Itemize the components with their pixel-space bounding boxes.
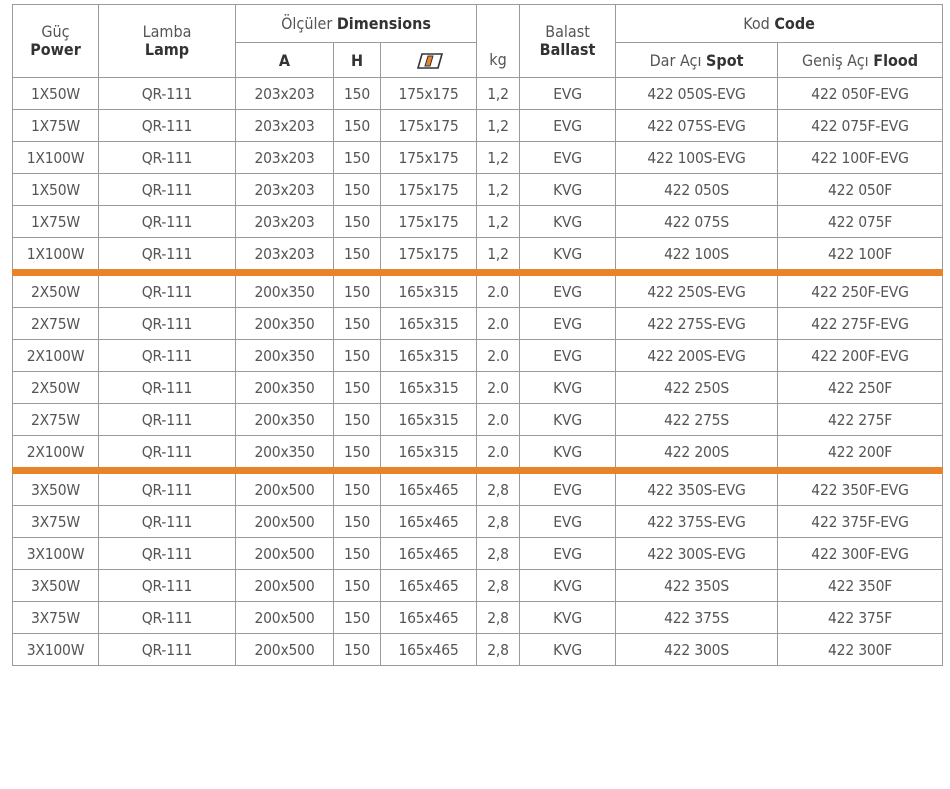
- kg-cell: 2.0: [477, 308, 520, 340]
- lamp-cell: QR-111: [99, 506, 236, 538]
- h-cell: 150: [334, 308, 381, 340]
- ballast-cell: EVG: [520, 471, 616, 506]
- kg-cell: 1,2: [477, 174, 520, 206]
- spot-code-cell: 422 050S: [616, 174, 778, 206]
- flood-code-cell: 422 300F-EVG: [778, 538, 943, 570]
- kg-cell: 2,8: [477, 506, 520, 538]
- spot-code-cell: 422 100S: [616, 238, 778, 273]
- table-row: [13, 110, 943, 142]
- spot-header-en: Spot: [706, 50, 744, 70]
- power-header-en: Power: [30, 40, 81, 59]
- spot-header-tr: Dar Açı: [649, 50, 702, 70]
- a-cell: 203x203: [236, 142, 334, 174]
- cutout-cell: 175x175: [381, 238, 477, 273]
- lamp-cell: QR-111: [99, 634, 236, 666]
- table-row: [13, 634, 943, 666]
- flood-code-cell: 422 075F-EVG: [778, 110, 943, 142]
- flood-code-cell: 422 375F: [778, 602, 943, 634]
- table-row: [13, 404, 943, 436]
- flood-code-cell: 422 275F: [778, 404, 943, 436]
- dimensions-header-tr: Ölçüler: [281, 14, 333, 33]
- power-cell: 2X100W: [13, 340, 99, 372]
- kg-cell: 1,2: [477, 206, 520, 238]
- cutout-cell: 165x465: [381, 506, 477, 538]
- spot-code-cell: 422 100S-EVG: [616, 142, 778, 174]
- spot-code-cell: 422 375S: [616, 602, 778, 634]
- lamp-cell: QR-111: [99, 372, 236, 404]
- a-cell: 200x500: [236, 570, 334, 602]
- cutout-cell: 165x465: [381, 471, 477, 506]
- kg-cell: 2,8: [477, 634, 520, 666]
- a-cell: 200x500: [236, 506, 334, 538]
- kg-cell: 1,2: [477, 142, 520, 174]
- cutout-cell: 165x465: [381, 634, 477, 666]
- a-cell: 200x350: [236, 340, 334, 372]
- a-cell: 203x203: [236, 206, 334, 238]
- table-row: [13, 570, 943, 602]
- power-cell: 1X75W: [13, 110, 99, 142]
- power-cell: 3X50W: [13, 570, 99, 602]
- ballast-cell: EVG: [520, 142, 616, 174]
- ballast-cell: KVG: [520, 436, 616, 471]
- spot-code-cell: 422 275S-EVG: [616, 308, 778, 340]
- h-cell: 150: [334, 238, 381, 273]
- cutout-cell: 165x315: [381, 340, 477, 372]
- table-row: [13, 273, 943, 308]
- lamp-cell: QR-111: [99, 142, 236, 174]
- lamp-cell: QR-111: [99, 174, 236, 206]
- flood-code-cell: 422 200F-EVG: [778, 340, 943, 372]
- kg-cell: 2.0: [477, 404, 520, 436]
- kg-cell: 2,8: [477, 471, 520, 506]
- spot-code-cell: 422 250S: [616, 372, 778, 404]
- spot-code-cell: 422 350S: [616, 570, 778, 602]
- a-cell: 200x500: [236, 471, 334, 506]
- spot-code-cell: 422 075S-EVG: [616, 110, 778, 142]
- kg-cell: 2,8: [477, 570, 520, 602]
- spot-code-cell: 422 050S-EVG: [616, 78, 778, 110]
- power-cell: 2X50W: [13, 372, 99, 404]
- kg-cell: 1,2: [477, 78, 520, 110]
- power-cell: 3X75W: [13, 602, 99, 634]
- a-cell: 203x203: [236, 110, 334, 142]
- power-cell: 1X100W: [13, 142, 99, 174]
- lamp-cell: QR-111: [99, 206, 236, 238]
- a-cell: 203x203: [236, 78, 334, 110]
- ballast-cell: KVG: [520, 404, 616, 436]
- cutout-icon: [412, 52, 446, 70]
- cutout-cell: 165x465: [381, 538, 477, 570]
- cutout-cell: 165x315: [381, 436, 477, 471]
- a-cell: 200x500: [236, 634, 334, 666]
- h-cell: 150: [334, 174, 381, 206]
- table-row: [13, 372, 943, 404]
- h-header: H: [334, 43, 381, 78]
- a-cell: 200x350: [236, 273, 334, 308]
- spot-code-cell: 422 300S: [616, 634, 778, 666]
- cutout-cell: 175x175: [381, 78, 477, 110]
- power-cell: 2X100W: [13, 436, 99, 471]
- table-row: [13, 340, 943, 372]
- a-cell: 200x350: [236, 436, 334, 471]
- ballast-cell: KVG: [520, 602, 616, 634]
- power-cell: 3X100W: [13, 634, 99, 666]
- table-row: [13, 174, 943, 206]
- spot-code-cell: 422 375S-EVG: [616, 506, 778, 538]
- kg-cell: 2,8: [477, 538, 520, 570]
- ballast-cell: EVG: [520, 340, 616, 372]
- spot-code-cell: 422 250S-EVG: [616, 273, 778, 308]
- h-cell: 150: [334, 206, 381, 238]
- ballast-cell: KVG: [520, 238, 616, 273]
- kg-cell: 2.0: [477, 340, 520, 372]
- table-row: [13, 602, 943, 634]
- spot-code-cell: 422 350S-EVG: [616, 471, 778, 506]
- lamp-cell: QR-111: [99, 404, 236, 436]
- power-cell: 2X75W: [13, 308, 99, 340]
- kg-cell: 2.0: [477, 436, 520, 471]
- spec-table-body: [13, 78, 943, 666]
- a-cell: 203x203: [236, 238, 334, 273]
- lamp-cell: QR-111: [99, 471, 236, 506]
- cutout-cell: 175x175: [381, 110, 477, 142]
- h-cell: 150: [334, 78, 381, 110]
- cutout-cell: 165x315: [381, 372, 477, 404]
- power-cell: 1X75W: [13, 206, 99, 238]
- lamp-cell: QR-111: [99, 238, 236, 273]
- power-cell: 1X50W: [13, 78, 99, 110]
- lamp-cell: QR-111: [99, 602, 236, 634]
- flood-code-cell: 422 350F-EVG: [778, 471, 943, 506]
- ballast-cell: KVG: [520, 174, 616, 206]
- table-row: [13, 206, 943, 238]
- spot-code-cell: 422 200S: [616, 436, 778, 471]
- ballast-cell: EVG: [520, 506, 616, 538]
- h-cell: 150: [334, 538, 381, 570]
- power-cell: 1X100W: [13, 238, 99, 273]
- dimensions-header-en: Dimensions: [336, 14, 431, 33]
- h-cell: 150: [334, 142, 381, 174]
- ballast-cell: EVG: [520, 110, 616, 142]
- cutout-cell: 165x465: [381, 602, 477, 634]
- power-cell: 3X75W: [13, 506, 99, 538]
- lamp-cell: QR-111: [99, 78, 236, 110]
- h-cell: 150: [334, 506, 381, 538]
- ballast-cell: EVG: [520, 308, 616, 340]
- flood-code-cell: 422 300F: [778, 634, 943, 666]
- lamp-cell: QR-111: [99, 570, 236, 602]
- table-row: [13, 506, 943, 538]
- cutout-cell: 165x465: [381, 570, 477, 602]
- ballast-cell: EVG: [520, 273, 616, 308]
- lamp-header: [99, 5, 236, 78]
- cutout-cell: 175x175: [381, 142, 477, 174]
- cutout-cell: 175x175: [381, 174, 477, 206]
- table-row: [13, 538, 943, 570]
- lamp-cell: QR-111: [99, 340, 236, 372]
- spot-code-cell: 422 300S-EVG: [616, 538, 778, 570]
- a-cell: 200x350: [236, 308, 334, 340]
- flood-code-cell: 422 250F-EVG: [778, 273, 943, 308]
- table-row: [13, 142, 943, 174]
- flood-header-en: Flood: [873, 50, 919, 70]
- dimensions-header: [236, 5, 477, 43]
- ballast-header-tr: Balast: [545, 22, 590, 41]
- flood-code-cell: 422 200F: [778, 436, 943, 471]
- h-cell: 150: [334, 602, 381, 634]
- ballast-cell: KVG: [520, 570, 616, 602]
- spot-code-cell: 422 275S: [616, 404, 778, 436]
- kg-header: kg: [477, 5, 520, 78]
- flood-code-cell: 422 050F-EVG: [778, 78, 943, 110]
- h-cell: 150: [334, 471, 381, 506]
- flood-header-tr: Geniş Açı: [801, 50, 869, 70]
- table-row: [13, 308, 943, 340]
- a-cell: 200x350: [236, 404, 334, 436]
- cutout-header: [381, 43, 477, 78]
- a-header: A: [236, 43, 334, 78]
- ballast-cell: EVG: [520, 538, 616, 570]
- table-row: [13, 78, 943, 110]
- ballast-header: [520, 5, 616, 78]
- lamp-cell: QR-111: [99, 436, 236, 471]
- flood-code-cell: 422 100F-EVG: [778, 142, 943, 174]
- h-cell: 150: [334, 273, 381, 308]
- lamp-header-tr: Lamba: [142, 22, 192, 41]
- cutout-cell: 165x315: [381, 273, 477, 308]
- lamp-cell: QR-111: [99, 308, 236, 340]
- lamp-cell: QR-111: [99, 538, 236, 570]
- cutout-cell: 175x175: [381, 206, 477, 238]
- table-row: [13, 436, 943, 471]
- code-header-tr: Kod: [743, 14, 770, 33]
- flood-code-cell: 422 275F-EVG: [778, 308, 943, 340]
- power-cell: 2X50W: [13, 273, 99, 308]
- spot-code-cell: 422 200S-EVG: [616, 340, 778, 372]
- power-cell: 3X50W: [13, 471, 99, 506]
- flood-code-cell: 422 375F-EVG: [778, 506, 943, 538]
- h-cell: 150: [334, 340, 381, 372]
- code-header-en: Code: [774, 14, 815, 33]
- lamp-header-en: Lamp: [144, 40, 190, 59]
- h-cell: 150: [334, 372, 381, 404]
- h-cell: 150: [334, 570, 381, 602]
- a-cell: 200x500: [236, 602, 334, 634]
- flood-header: [778, 43, 943, 78]
- a-cell: 200x350: [236, 372, 334, 404]
- table-row: [13, 471, 943, 506]
- flood-code-cell: 422 250F: [778, 372, 943, 404]
- ballast-cell: KVG: [520, 206, 616, 238]
- h-cell: 150: [334, 110, 381, 142]
- power-header-tr: Güç: [41, 22, 70, 41]
- ballast-cell: EVG: [520, 78, 616, 110]
- h-cell: 150: [334, 404, 381, 436]
- kg-cell: 2,8: [477, 602, 520, 634]
- spot-code-cell: 422 075S: [616, 206, 778, 238]
- kg-cell: 2.0: [477, 372, 520, 404]
- spot-header: [616, 43, 778, 78]
- kg-cell: 1,2: [477, 238, 520, 273]
- cutout-cell: 165x315: [381, 404, 477, 436]
- flood-code-cell: 422 050F: [778, 174, 943, 206]
- h-cell: 150: [334, 436, 381, 471]
- h-cell: 150: [334, 634, 381, 666]
- flood-code-cell: 422 350F: [778, 570, 943, 602]
- flood-code-cell: 422 100F: [778, 238, 943, 273]
- a-cell: 200x500: [236, 538, 334, 570]
- lamp-cell: QR-111: [99, 273, 236, 308]
- table-row: [13, 238, 943, 273]
- ballast-header-en: Ballast: [539, 40, 596, 59]
- power-cell: 3X100W: [13, 538, 99, 570]
- flood-code-cell: 422 075F: [778, 206, 943, 238]
- power-header: [13, 5, 99, 78]
- cutout-cell: 165x315: [381, 308, 477, 340]
- code-header: [616, 5, 943, 43]
- lamp-cell: QR-111: [99, 110, 236, 142]
- ballast-cell: KVG: [520, 372, 616, 404]
- kg-cell: 1,2: [477, 110, 520, 142]
- spec-table: [12, 4, 943, 666]
- power-cell: 2X75W: [13, 404, 99, 436]
- kg-cell: 2.0: [477, 273, 520, 308]
- power-cell: 1X50W: [13, 174, 99, 206]
- header-row-top: [13, 5, 943, 43]
- ballast-cell: KVG: [520, 634, 616, 666]
- a-cell: 203x203: [236, 174, 334, 206]
